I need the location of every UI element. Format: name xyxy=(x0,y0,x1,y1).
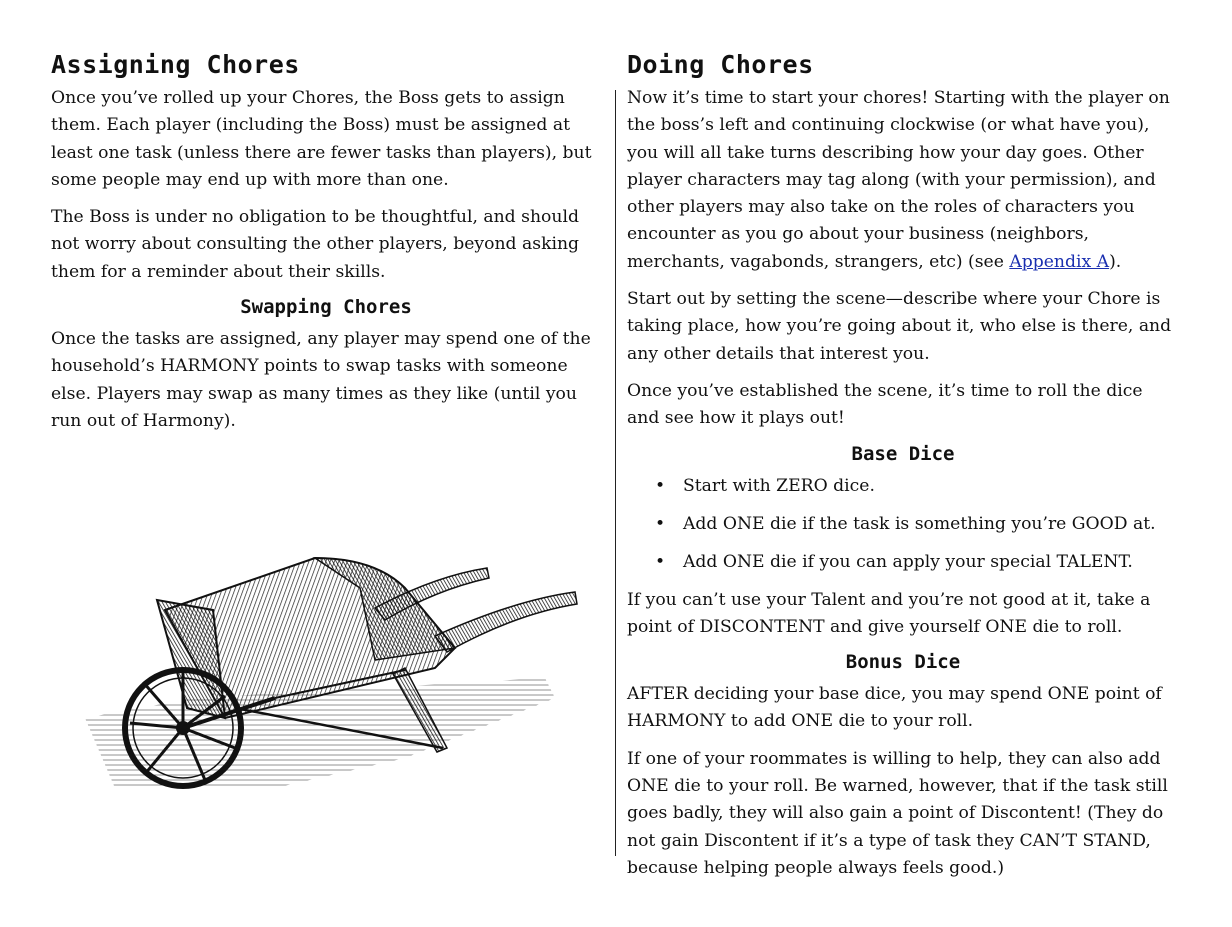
bonus-dice-heading: Bonus Dice xyxy=(845,651,961,674)
wheelbarrow-illustration xyxy=(75,548,585,798)
swapping-chores-heading: Swapping Chores xyxy=(240,296,412,319)
assigning-paragraph-2: The Boss is under no obligation to be thoughtful, and should not worry about consulting the other players, beyond asking them for a reminder about their skills. xyxy=(51,207,580,282)
base-dice-list xyxy=(627,473,1179,576)
appendix-a-link[interactable]: Appendix A xyxy=(1009,251,1110,272)
doing-paragraph-1 xyxy=(627,85,1179,276)
swapping-paragraph: Once the tasks are assigned, any player may spend one of the household’s HARMONY points to swap tasks with someone else. Players may swap as many times as they like (until you run out of Harmony). xyxy=(51,329,591,431)
left-column xyxy=(51,50,601,445)
list-item xyxy=(655,473,1179,500)
list-item-text: Add ONE die if the task is something you’re GOOD at. xyxy=(683,513,1156,534)
bullet: • xyxy=(655,551,666,572)
bullet: • xyxy=(655,513,666,534)
list-item xyxy=(655,511,1179,538)
bonus-paragraph-2: If one of your roommates is willing to help, they can also add ONE die to your roll. Be warned, however, that if the task still goes badly, they will also gain a point of Discontent! (They do not gain Discontent if it’s a type of task they CAN’T STAND, because helping people always feels good.) xyxy=(627,748,1168,878)
bonus-paragraph-1: AFTER deciding your base dice, you may spend ONE point of HARMONY to add ONE die to your roll. xyxy=(627,684,1162,732)
list-item-text: Start with ZERO dice. xyxy=(683,475,875,496)
doing-paragraph-1-text: Now it’s time to start your chores! Starting with the player on the boss’s left and continuing clockwise (or what have you), you will all take turns describing how your day goes. Other player characters may tag along (with your permission), and other players may also take on the roles of characters you encounter as you go about your business (neighbors, merchants, vagabonds, strangers, etc) (see xyxy=(627,88,1170,272)
base-dice-heading: Base Dice xyxy=(851,442,955,465)
column-divider xyxy=(615,90,616,856)
right-column xyxy=(627,50,1179,892)
doing-paragraph-3: Once you’ve established the scene, it’s time to roll the dice and see how it plays out! xyxy=(627,380,1143,429)
list-item xyxy=(655,549,1179,576)
list-item-text: Add ONE die if you can apply your special TALENT. xyxy=(683,551,1133,572)
doing-chores-heading: Doing Chores xyxy=(627,50,814,79)
doing-paragraph-2: Start out by setting the scene—describe where your Chore is taking place, how you’re going about it, who else is there, and any other details that interest you. xyxy=(627,289,1172,364)
bullet: • xyxy=(655,475,666,496)
wheelbarrow-engraving-icon xyxy=(75,548,585,798)
assigning-chores-heading: Assigning Chores xyxy=(51,50,300,79)
doing-paragraph-4: If you can’t use your Talent and you’re not good at it, take a point of DISCONTENT and give yourself ONE die to roll. xyxy=(627,589,1151,637)
doing-paragraph-1-end: ). xyxy=(1109,251,1122,272)
assigning-paragraph-1: Once you’ve rolled up your Chores, the Boss gets to assign them. Each player (including the Boss) must be assigned at least one task (unless there are fewer tasks than players), but some people may end up with more than one. xyxy=(51,88,592,190)
